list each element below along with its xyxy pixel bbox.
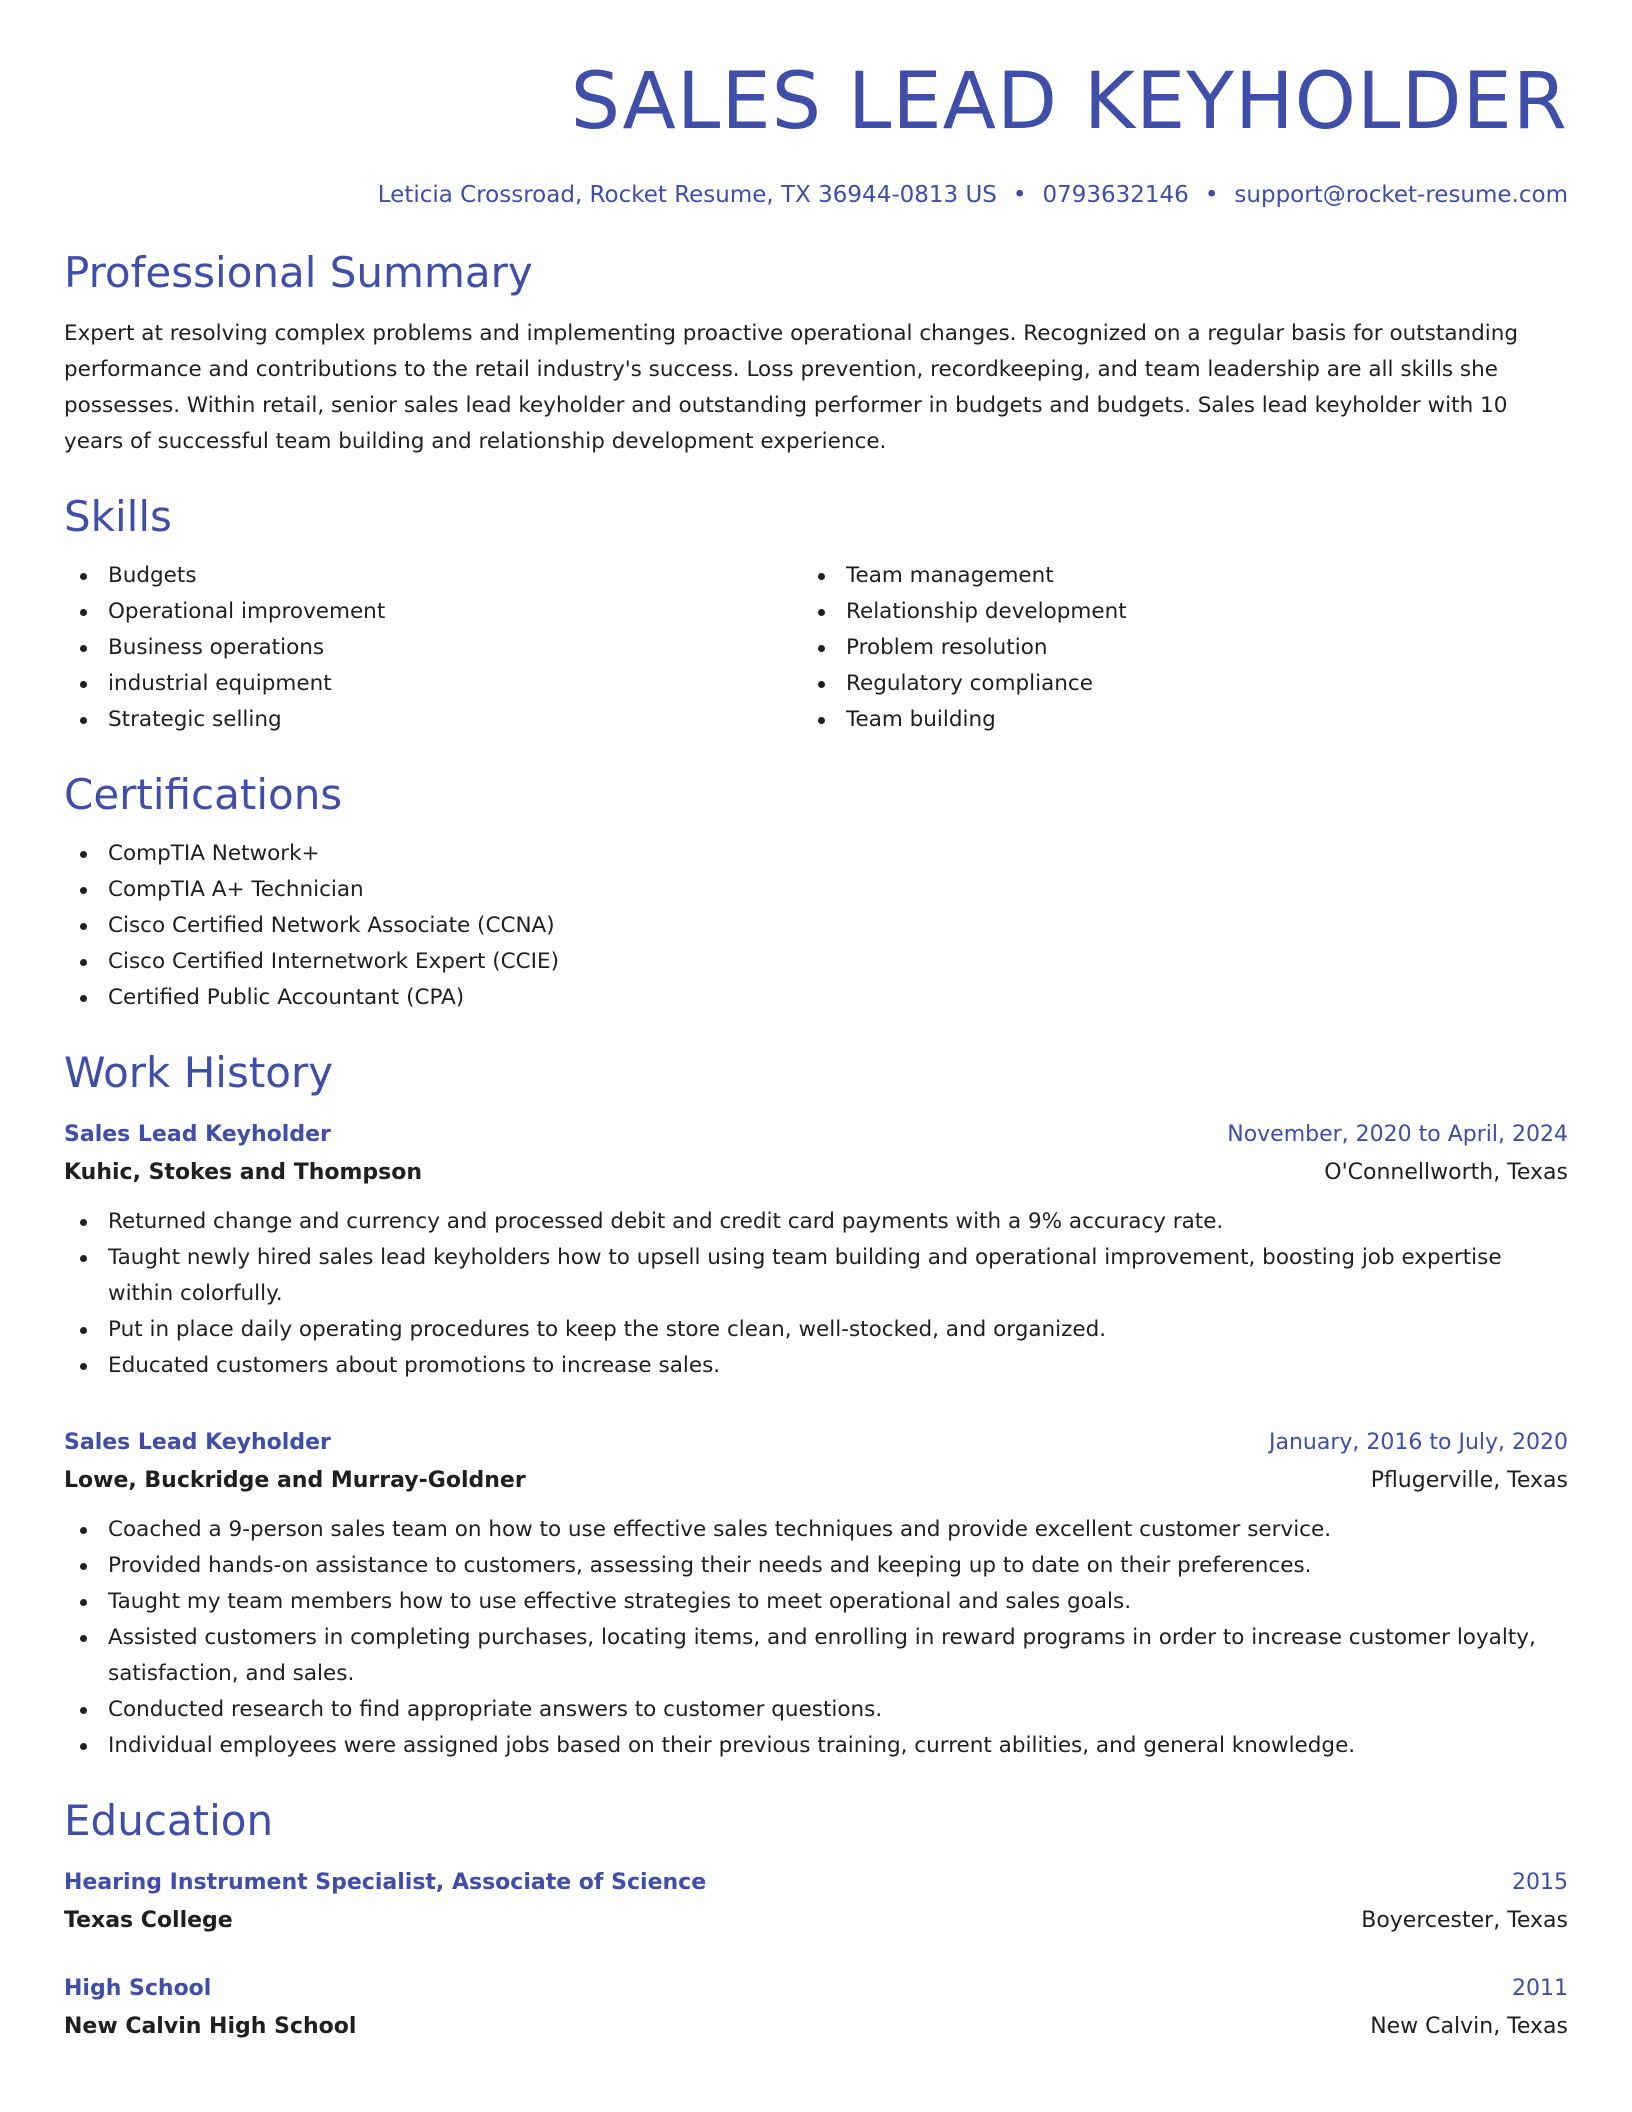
skill-item: Team management (802, 558, 1540, 594)
job-title: Sales Lead Keyholder (64, 1122, 331, 1147)
education-year: 2015 (1512, 1870, 1568, 1895)
school-location: Boyercester, Texas (1361, 1908, 1568, 1933)
summary-text: Expert at resolving complex problems and implementing proactive operational changes. Recognized on a regular basis for outstanding performance and contributions to the retail industry's success. Loss prevention, recordkeeping, and team leadership are all skills she possesses. Within retail, senior sales lead keyholder and outstanding performer in budgets and budgets. Sales lead keyholder with 10 years of successful team building and relationship development experience. (64, 321, 1519, 454)
education-entry-header (64, 1864, 1568, 1902)
job-bullet: Educated customers about promotions to increase sales. (64, 1348, 1568, 1384)
job-bullet: Put in place daily operating procedures to keep the store clean, well-stocked, and organized. (64, 1312, 1568, 1348)
contact-separator: • (1012, 182, 1027, 208)
certifications-list (64, 836, 1568, 1016)
resume-name: SALES LEAD KEYHOLDER (570, 57, 1568, 147)
school-name: New Calvin High School (64, 2014, 357, 2039)
work-entry-header (64, 1424, 1568, 1462)
contact-line (64, 180, 1568, 210)
certification-item: CompTIA Network+ (64, 836, 1568, 872)
skill-item: Regulatory compliance (802, 666, 1540, 702)
job-bullet: Returned change and currency and processed debit and credit card payments with a 9% accuracy rate. (64, 1204, 1568, 1240)
skill-item: Relationship development (802, 594, 1540, 630)
work-entry-subheader (64, 1154, 1568, 1192)
education-entry (64, 1970, 1568, 2046)
education-year: 2011 (1512, 1976, 1568, 2001)
education-entry (64, 1864, 1568, 1940)
job-bullets (64, 1204, 1568, 1384)
job-dates: January, 2016 to July, 2020 (1269, 1430, 1568, 1455)
work-entry (64, 1116, 1568, 1384)
skills-list-right (802, 558, 1540, 738)
section-title-skills: Skills (64, 492, 172, 541)
contact-email[interactable]: support@rocket-resume.com (1234, 182, 1568, 208)
work-entry-header (64, 1116, 1568, 1154)
job-location: Pflugerville, Texas (1370, 1468, 1568, 1493)
skill-item: Budgets (64, 558, 802, 594)
education-entry-header (64, 1970, 1568, 2008)
skill-item: Operational improvement (64, 594, 802, 630)
job-bullet: Taught newly hired sales lead keyholders how to upsell using team building and operational improvement, boosting job expertise within colorfully. (64, 1240, 1568, 1312)
school-name: Texas College (64, 1908, 233, 1933)
skills-grid (64, 558, 1568, 738)
skill-item: Team building (802, 702, 1540, 738)
job-bullet: Conducted research to find appropriate answers to customer questions. (64, 1692, 1568, 1728)
company-name: Lowe, Buckridge and Murray-Goldner (64, 1468, 526, 1493)
contact-phone[interactable]: 0793632146 (1042, 182, 1189, 208)
company-name: Kuhic, Stokes and Thompson (64, 1160, 423, 1185)
job-bullet: Individual employees were assigned jobs based on their previous training, current abilities, and general knowledge. (64, 1728, 1568, 1764)
job-dates: November, 2020 to April, 2024 (1227, 1122, 1568, 1147)
job-bullet: Coached a 9-person sales team on how to use effective sales techniques and provide excellent customer service. (64, 1512, 1568, 1548)
skill-item: Strategic selling (64, 702, 802, 738)
contact-separator: • (1204, 182, 1219, 208)
skill-item: industrial equipment (64, 666, 802, 702)
education-list (64, 1864, 1568, 2046)
certification-item: Cisco Certified Internetwork Expert (CCIE) (64, 944, 1568, 980)
skill-item: Problem resolution (802, 630, 1540, 666)
skills-list-left (64, 558, 802, 738)
section-title-certifications: Certifications (64, 770, 343, 819)
job-bullets (64, 1512, 1568, 1764)
education-entry-subheader (64, 1902, 1568, 1940)
job-bullet: Provided hands-on assistance to customers, assessing their needs and keeping up to date on their preferences. (64, 1548, 1568, 1584)
skill-item: Business operations (64, 630, 802, 666)
certification-item: CompTIA A+ Technician (64, 872, 1568, 908)
certification-item: Certified Public Accountant (CPA) (64, 980, 1568, 1016)
job-location: O'Connellworth, Texas (1324, 1160, 1568, 1185)
education-entry-subheader (64, 2008, 1568, 2046)
school-location: New Calvin, Texas (1370, 2014, 1568, 2039)
section-title-summary: Professional Summary (64, 248, 533, 297)
work-entry (64, 1424, 1568, 1764)
section-title-education: Education (64, 1796, 274, 1845)
certification-item: Cisco Certified Network Associate (CCNA) (64, 908, 1568, 944)
section-title-work: Work History (64, 1048, 334, 1097)
contact-address: Leticia Crossroad, Rocket Resume, TX 36944-0813 US (377, 182, 997, 208)
job-title: Sales Lead Keyholder (64, 1430, 331, 1455)
work-entry-subheader (64, 1462, 1568, 1500)
job-bullet: Taught my team members how to use effective strategies to meet operational and sales goals. (64, 1584, 1568, 1620)
degree-title: High School (64, 1976, 212, 2001)
job-bullet: Assisted customers in completing purchases, locating items, and enrolling in reward programs in order to increase customer loyalty, satisfaction, and sales. (64, 1620, 1568, 1692)
degree-title: Hearing Instrument Specialist, Associate of Science (64, 1870, 707, 1895)
